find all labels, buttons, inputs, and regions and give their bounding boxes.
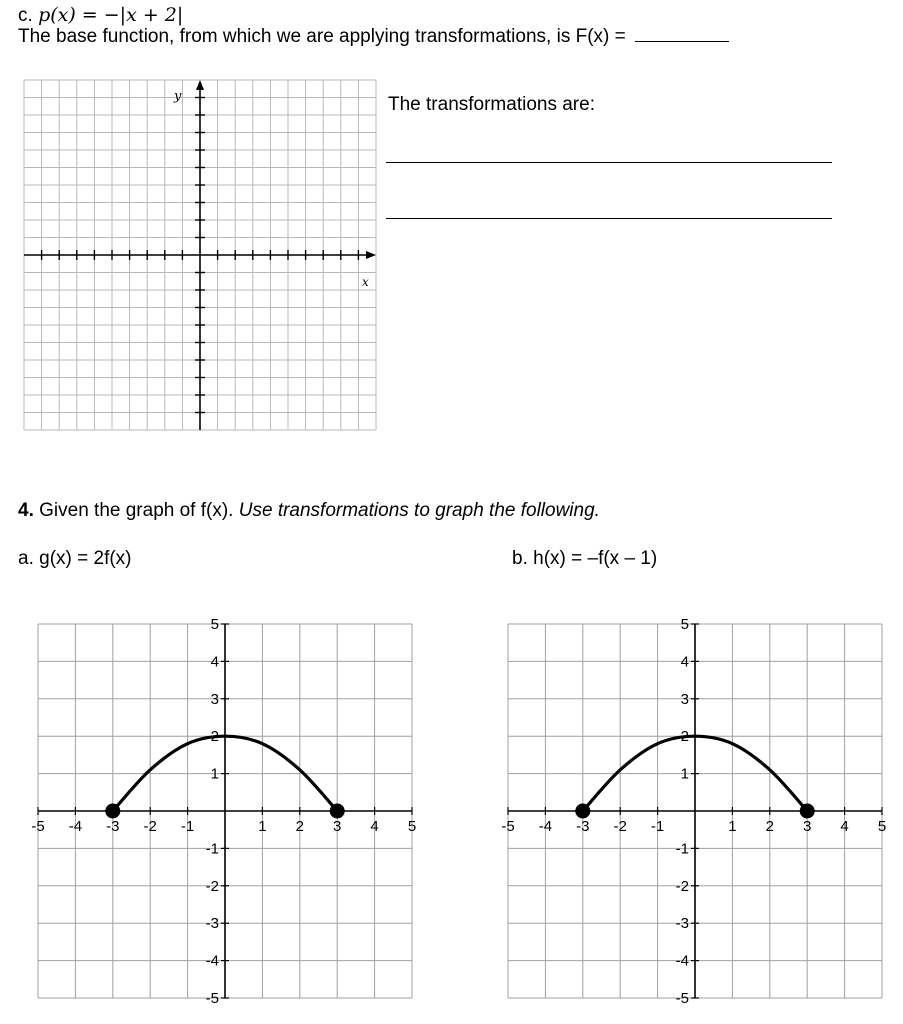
y-tick-label: -3: [205, 915, 219, 933]
y-tick-label: -2: [205, 877, 219, 895]
y-tick-label: -5: [205, 990, 219, 1004]
y-tick-label: -2: [675, 877, 689, 895]
transformations-heading: The transformations are:: [388, 94, 595, 115]
y-tick-label: 3: [210, 690, 219, 708]
y-tick-label: 2: [680, 728, 689, 746]
y-tick-label: -1: [205, 840, 219, 858]
x-tick-label: -4: [68, 818, 83, 835]
x-tick-label: 1: [258, 818, 267, 835]
x-tick-label: -3: [106, 818, 120, 835]
endpoint-dot: [105, 804, 120, 819]
part-b-label: b. h(x) = –f(x – 1): [512, 548, 658, 569]
part-a-label: a. g(x) = 2f(x): [18, 548, 132, 569]
x-tick-label: -2: [143, 818, 157, 835]
x-tick-label: -1: [180, 818, 195, 835]
y-tick-label: 3: [680, 690, 689, 708]
y-tick-label: 5: [210, 616, 219, 633]
x-tick-label: -1: [650, 818, 665, 835]
part-c-header: [18, 4, 183, 27]
x-tick-label: 5: [877, 818, 887, 835]
part-c-function: p(x) = −|x + 2|: [38, 4, 184, 26]
x-tick-label: -5: [31, 818, 45, 835]
grid-x-axis-label: x: [362, 275, 369, 289]
question-4-number: 4.: [18, 500, 34, 521]
base-function-answer-blank[interactable]: [635, 41, 729, 42]
question-4-italic-text: Use transformations to graph the following.: [238, 500, 600, 521]
graph-a: [20, 608, 430, 1004]
x-tick-label: -5: [501, 818, 515, 835]
y-tick-label: -5: [675, 990, 689, 1004]
base-function-prompt: The base function, from which we are applying transformations, is F(x) =: [18, 26, 626, 47]
x-tick-label: 3: [333, 818, 342, 835]
base-function-prompt-line: [18, 26, 729, 48]
grid-y-axis-label: y: [174, 89, 182, 104]
y-tick-label: 1: [680, 765, 689, 783]
y-tick-label: -1: [675, 840, 689, 858]
x-tick-label: 3: [803, 818, 812, 835]
y-tick-label: -4: [675, 952, 689, 970]
x-tick-label: -3: [576, 818, 590, 835]
y-tick-label: 5: [680, 616, 689, 633]
x-tick-label: 5: [407, 818, 417, 835]
endpoint-dot: [800, 804, 815, 819]
graph-b: [490, 608, 900, 1004]
question-4-instruction: [18, 500, 600, 522]
blank-coordinate-grid: [22, 78, 382, 432]
y-tick-label: -4: [205, 952, 219, 970]
y-tick-label: 1: [210, 765, 219, 783]
x-tick-label: 1: [728, 818, 737, 835]
y-tick-label: 2: [210, 728, 219, 746]
transformation-blank-2[interactable]: [386, 218, 832, 219]
transformation-blank-1[interactable]: [386, 162, 832, 163]
y-tick-label: -3: [675, 915, 689, 933]
x-tick-label: 4: [840, 818, 849, 835]
x-axis-arrow: [366, 251, 376, 259]
x-tick-label: -4: [538, 818, 553, 835]
question-4-text: Given the graph of f(x).: [39, 500, 234, 521]
y-axis-arrow: [196, 80, 204, 90]
part-c-label: c.: [18, 5, 33, 26]
x-tick-label: 2: [765, 818, 774, 835]
x-tick-label: -2: [613, 818, 627, 835]
endpoint-dot: [575, 804, 590, 819]
x-tick-label: 2: [295, 818, 304, 835]
y-tick-label: 4: [210, 653, 219, 671]
y-tick-label: 4: [680, 653, 689, 671]
x-tick-label: 4: [370, 818, 379, 835]
endpoint-dot: [330, 804, 345, 819]
